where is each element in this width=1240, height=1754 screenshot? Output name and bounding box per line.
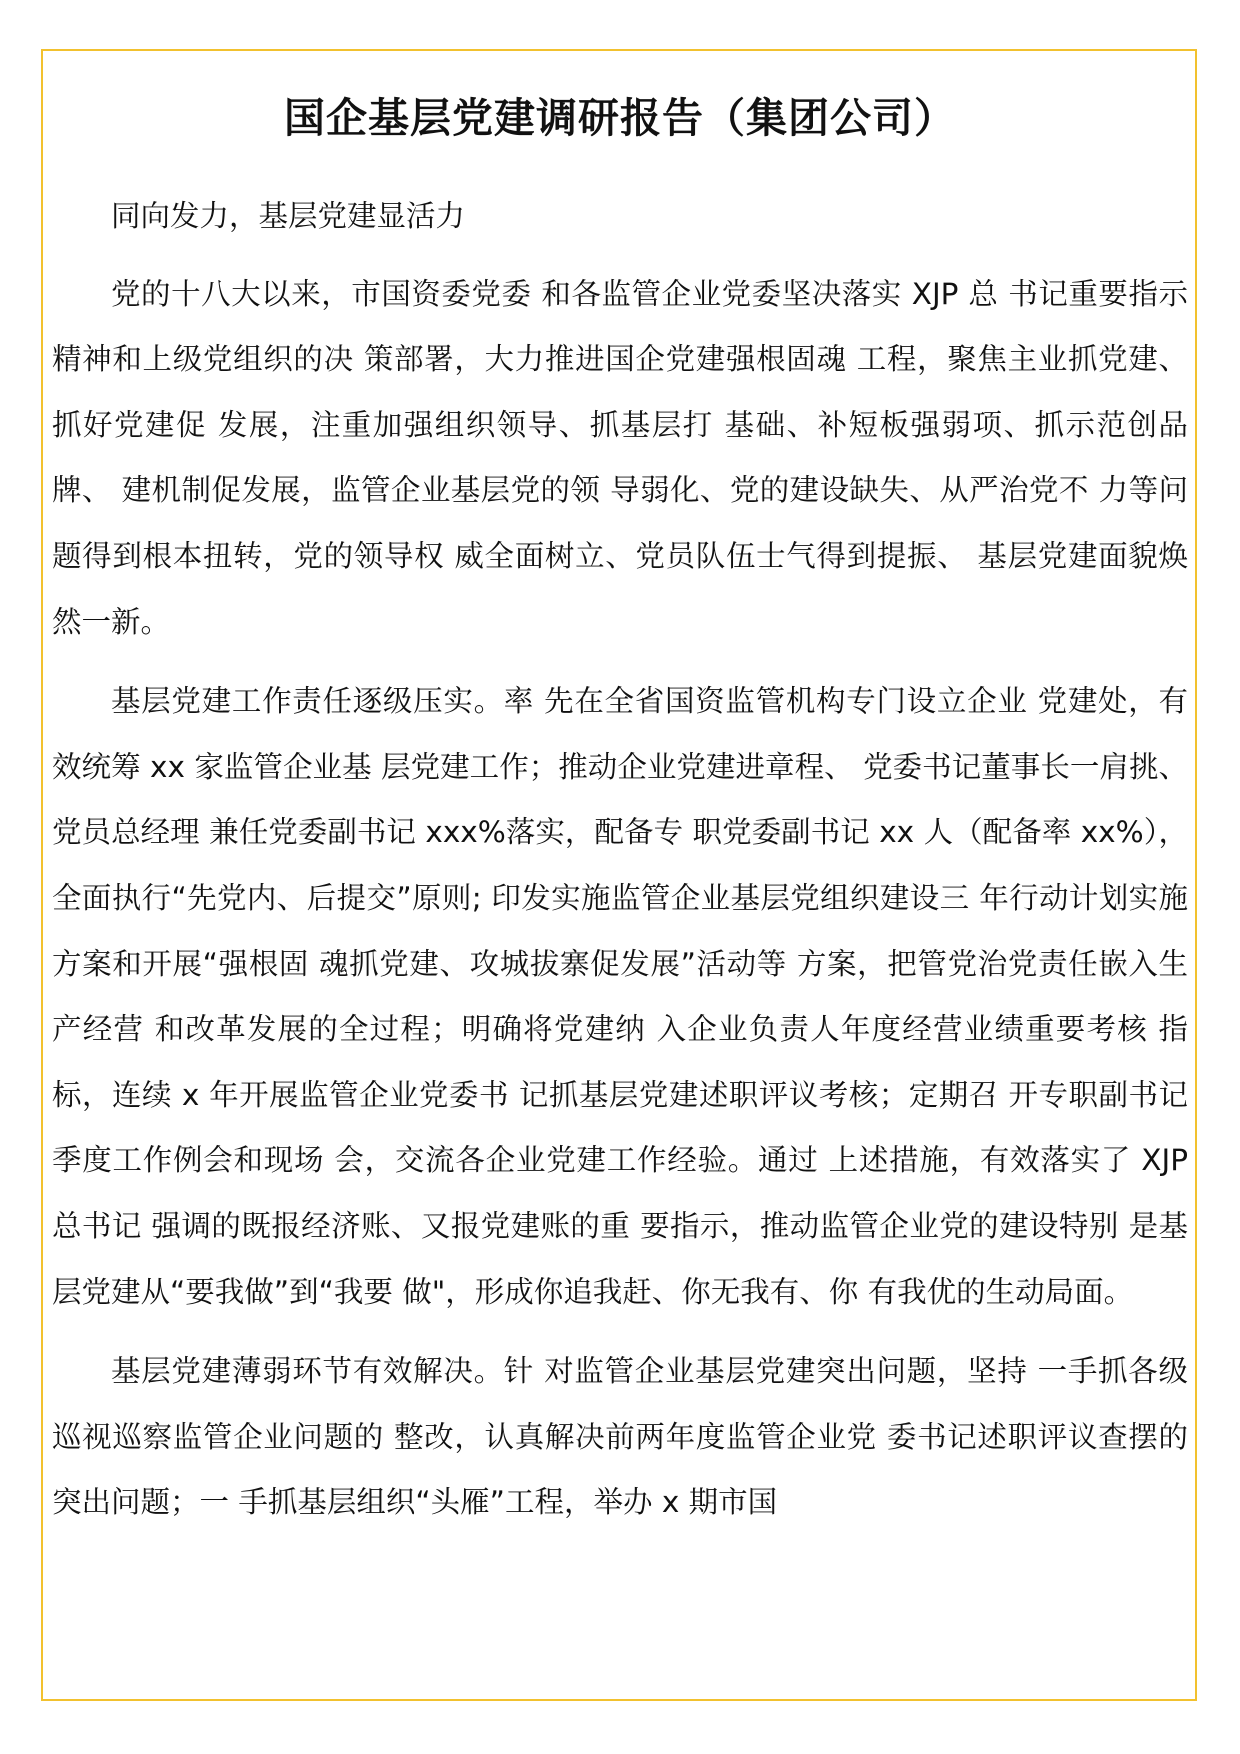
paragraph-responsibility: 基层党建工作责任逐级压实。率 先在全省国资监管机构专门设立企业 党建处，有效统筹 xx 家监管企业基 层党建工作；推动企业党建进章程、 党委书记董事长一肩挑、党员总经理 兼任党委副书记 xxx%落实，配备专 职党委副书记 xx 人（配备率 xx%）， 全面执行“先党内、后提交”原则; 印发实施监管企业基层党组织建设三 年行动计划实施方案和开展“强根固 魂抓党建、攻城拔寨促发展”活动等 方案，把管党治党责任嵌入生产经营 和改革发展的全过程；明确将党建纳 入企业负责人年度经营业绩重要考核 指标，连续 x 年开展监管企业党委书 记抓基层党建述职评议考核；定期召 开专职副书记季度工作例会和现场 会，交流各企业党建工作经验。通过 上述措施，有效落实了 XJP 总书记 强调的既报经济账、又报党建账的重 要指示，推动监管企业党的建设特别 是基层党建从“要我做”到“我要 做"，形成你追我赶、你无我有、你 有我优的生动局面。 bbox=[52, 684, 1188, 1309]
paragraph-intro: 党的十八大以来，市国资委党委 和各监管企业党委坚决落实 XJP 总 书记重要指示精神和上级党组织的决 策部署，大力推进国企党建强根固魂 工程，聚焦主业抓党建、抓好党建促 发展，注重加强组织领导、抓基层打 基础、补短板强弱项、抓示范创品牌、 建机制促发展，监管企业基层党的领 导弱化、党的建设缺失、从严治党不 力等问题得到根本扭转，党的领导权 威全面树立、党员队伍士气得到提振、 基层党建面貌焕然一新。 bbox=[52, 276, 1188, 639]
section-heading: 同向发力，基层党建显活力 bbox=[111, 199, 466, 233]
document-body bbox=[52, 90, 1188, 1550]
document-title: 国企基层党建调研报告（集团公司） bbox=[284, 94, 956, 142]
paragraph-weak-links: 基层党建薄弱环节有效解决。针 对监管企业基层党建突出问题，坚持 一手抓各级巡视巡察监管企业问题的 整改，认真解决前两年度监管企业党 委书记述职评议查摆的突出问题；一 手抓基层组织“头雁”工程，举办 x 期市国 bbox=[52, 1354, 1188, 1520]
